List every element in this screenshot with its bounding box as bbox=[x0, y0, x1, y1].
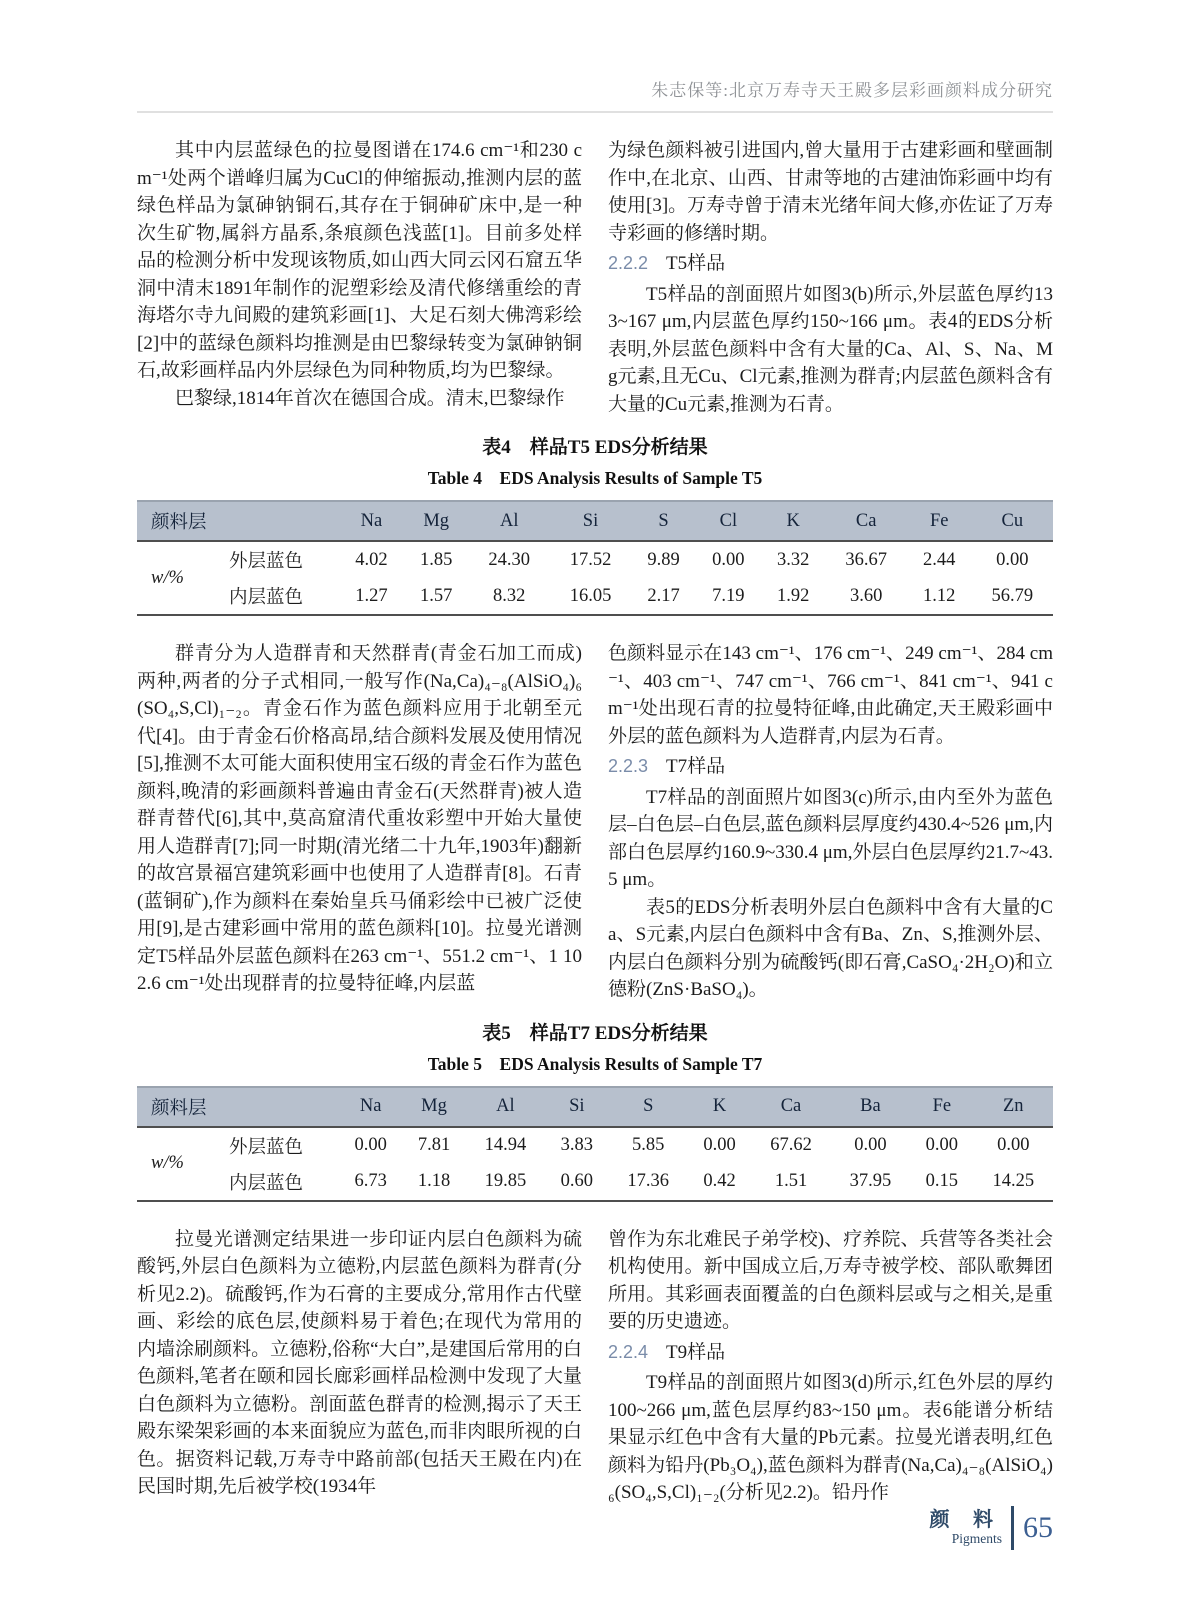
table-cell: 17.36 bbox=[627, 1171, 670, 1191]
table-cell: 1.92 bbox=[776, 585, 810, 606]
table-row bbox=[137, 541, 1053, 578]
column-header: Fe bbox=[910, 1087, 973, 1127]
table-row bbox=[137, 1164, 1053, 1201]
table-cell: 24.30 bbox=[488, 549, 531, 570]
table-cell: 3.32 bbox=[776, 549, 810, 570]
table-cell: 67.62 bbox=[770, 1135, 812, 1155]
layer-name: 内层蓝色 bbox=[229, 588, 304, 608]
section-1-right-column bbox=[608, 137, 1053, 418]
row-group-label: w/% bbox=[151, 1153, 184, 1173]
column-header: Si bbox=[545, 1087, 608, 1127]
table-cell: 4.02 bbox=[355, 549, 388, 570]
layer-name: 外层蓝色 bbox=[229, 552, 304, 572]
table-cell: 0.60 bbox=[560, 1171, 593, 1191]
table-cell: 0.42 bbox=[703, 1171, 736, 1191]
table-4-block bbox=[137, 432, 1053, 616]
section-3 bbox=[137, 1226, 1053, 1507]
journal-name bbox=[929, 1509, 1002, 1547]
column-header: 颜料层 bbox=[137, 501, 339, 541]
heading-2-2-2 bbox=[608, 250, 1053, 278]
column-header: 颜料层 bbox=[137, 1087, 339, 1127]
table-cell: 16.05 bbox=[569, 585, 612, 606]
table-row bbox=[137, 578, 1053, 615]
column-header: K bbox=[688, 1087, 751, 1127]
table-cell: 0.00 bbox=[712, 549, 745, 570]
paragraph: 其中内层蓝绿色的拉曼图谱在174.6 cm⁻¹和230 cm⁻¹处两个谱峰归属为CuCl的伸缩振动,推测内层的蓝绿色样品为氯砷钠铜石,其存在于铜砷矿床中,是一种次生矿物,属斜方晶系,条痕颜色浅蓝[1]。目前多处样品的检测分析中发现该物质,如山西大同云冈石窟五华洞中清末1891年制作的泥塑彩绘及清代修缮重绘的青海塔尔寺九间殿的建筑彩画[1]、大足石刻大佛湾彩绘[2]中的蓝绿色颜料均推测是由巴黎绿转变为氯砷钠铜石,故彩画样品内外层绿色为同种物质,均为巴黎绿。 bbox=[137, 140, 582, 381]
table-cell: 0.00 bbox=[997, 1135, 1030, 1155]
table-cell: 1.18 bbox=[417, 1171, 451, 1191]
table-4-caption-en: Table 4 EDS Analysis Results of Sample T5 bbox=[427, 468, 763, 488]
table-cell: 1.51 bbox=[774, 1171, 808, 1191]
layer-name: 内层蓝色 bbox=[229, 1173, 304, 1194]
table-5 bbox=[137, 1086, 1053, 1202]
table-cell: 3.83 bbox=[560, 1135, 593, 1155]
table-row bbox=[137, 1127, 1053, 1164]
table-cell: 2.44 bbox=[923, 549, 956, 570]
paragraph: 巴黎绿,1814年首次在德国合成。清末,巴黎绿作 bbox=[175, 387, 565, 409]
column-header: Zn bbox=[974, 1087, 1053, 1127]
paragraph: 色颜料显示在143 cm⁻¹、176 cm⁻¹、249 cm⁻¹、284 cm⁻¹、403 cm⁻¹、747 cm⁻¹、766 cm⁻¹、841 cm⁻¹、941 cm⁻¹处出现石青的拉曼特征峰,由此确定,天王殿彩画中外层的蓝色颜料为人造群青,内层为石青。 bbox=[608, 643, 1053, 747]
table-cell: 14.94 bbox=[484, 1135, 527, 1155]
paragraph: 表5的EDS分析表明外层白色颜料中含有大量的Ca、S元素,内层白色颜料中含有Ba、Zn、S,推测外层、内层白色颜料分别为硫酸钙(即石膏,CaSO₄·2H₂O)和立德粉(ZnS·BaSO₄)。 bbox=[608, 896, 1053, 1000]
table-cell: 0.15 bbox=[925, 1171, 959, 1191]
table-cell: 3.60 bbox=[850, 585, 883, 606]
column-header: Ba bbox=[831, 1087, 910, 1127]
table-cell: 0.00 bbox=[354, 1135, 387, 1155]
table-5-caption-en: Table 5 EDS Analysis Results of Sample T7 bbox=[427, 1053, 763, 1074]
table-cell: 56.79 bbox=[991, 585, 1034, 606]
section-title: T5样品 bbox=[666, 253, 726, 274]
table-cell: 1.12 bbox=[923, 585, 956, 606]
table-cell: 0.00 bbox=[854, 1135, 887, 1155]
table-cell: 1.85 bbox=[420, 549, 453, 570]
column-header: Ca bbox=[751, 1087, 830, 1127]
paragraph: T9样品的剖面照片如图3(d)所示,红色外层的厚约100~266 μm,蓝色层厚约83~150 μm。表6能谱分析结果显示红色中含有大量的Pb元素。拉曼光谱表明,红色颜料为铅丹(Pb₃O₄),蓝色颜料为群青(Na,Ca)₄₋₈(AlSiO₄)₆(SO₄,S,Cl)₁₋₂(分析见2.2)。铅丹作 bbox=[608, 1372, 1053, 1503]
table-5-caption-zh: 表5 样品T7 EDS分析结果 bbox=[482, 1022, 708, 1044]
table-cell: 0.00 bbox=[996, 549, 1029, 570]
row-group-label: w/% bbox=[151, 567, 184, 588]
table-cell: 5.85 bbox=[632, 1135, 665, 1155]
table-cell: 17.52 bbox=[569, 549, 612, 570]
paragraph: T7样品的剖面照片如图3(c)所示,由内至外为蓝色层–白色层–白色层,蓝色颜料层厚度约430.4~526 μm,内部白色层厚约160.9~330.4 μm,外层白色层厚约21.7~43.5 μm。 bbox=[608, 786, 1053, 890]
paragraph: T5样品的剖面照片如图3(b)所示,外层蓝色厚约133~167 μm,内层蓝色厚约150~166 μm。表4的EDS分析表明,外层蓝色颜料中含有大量的Ca、Al、S、Na、Mg元素,且无Cu、Cl元素,推测为群青;内层蓝色颜料含有大量的Cu元素,推测为石青。 bbox=[608, 283, 1053, 415]
column-header: Ca bbox=[826, 501, 907, 541]
section-title: T9样品 bbox=[666, 1341, 726, 1363]
column-header: Na bbox=[339, 1087, 402, 1127]
table-cell: 1.27 bbox=[355, 585, 388, 606]
table-cell: 36.67 bbox=[845, 549, 887, 570]
column-header: S bbox=[631, 501, 696, 541]
section-1 bbox=[137, 137, 1053, 418]
running-title: 朱志保等:北京万寿寺天王殿多层彩画颜料成分研究 bbox=[651, 81, 1053, 100]
table-cell: 7.19 bbox=[712, 585, 745, 606]
section-number: 2.2.4 bbox=[608, 1341, 649, 1362]
table-cell: 19.85 bbox=[484, 1171, 527, 1191]
journal-name-en: Pigments bbox=[951, 1531, 1002, 1546]
table-4-caption-zh: 表4 样品T5 EDS分析结果 bbox=[482, 437, 708, 458]
paragraph: 群青分为人造群青和天然群青(青金石加工而成)两种,两者的分子式相同,一般写作(Na,Ca)₄₋₈(AlSiO₄)₆(SO₄,S,Cl)₁₋₂。青金石作为蓝色颜料应用于北朝至元代[4]。由于青金石价格高昂,结合颜料发展及使用情况[5],推测不太可能大面积使用宝石级的青金石作为蓝色颜料,晚清的彩画颜料普遍由青金石(天然群青)被人造群青替代[6],其中,莫高窟清代重妆彩塑中开始大量使用人造群青[7];同一时期(清光绪二十九年,1903年)翻新的故宫景福宫建筑彩画中也使用了人造群青[8]。石青(蓝铜矿),作为颜料在秦始皇兵马俑彩绘中已被广泛使用[9],是古建彩画中常用的蓝色颜料[10]。拉曼光谱测定T5样品外层蓝色颜料在263 cm⁻¹、551.2 cm⁻¹、1 102.6 cm⁻¹处出现群青的拉曼特征峰,内层蓝 bbox=[137, 643, 582, 994]
table-cell: 8.32 bbox=[493, 585, 526, 606]
column-header: S bbox=[608, 1087, 687, 1127]
table-cell: 9.89 bbox=[647, 549, 680, 570]
column-header: Mg bbox=[402, 1087, 465, 1127]
journal-name-zh: 颜 料 bbox=[929, 1509, 1002, 1531]
column-header: Mg bbox=[404, 501, 469, 541]
table-cell: 1.57 bbox=[420, 585, 453, 606]
section-2 bbox=[137, 640, 1053, 1004]
page-footer bbox=[929, 1506, 1053, 1550]
section-1-left-column bbox=[137, 137, 582, 418]
section-title: T7样品 bbox=[666, 756, 726, 777]
table-5-block bbox=[137, 1018, 1053, 1202]
footer-divider-bar bbox=[1011, 1506, 1014, 1550]
header-rule bbox=[137, 111, 1053, 113]
table-cell: 6.73 bbox=[354, 1171, 387, 1191]
page-number: 65 bbox=[1023, 1511, 1053, 1544]
section-number: 2.2.2 bbox=[608, 253, 649, 273]
column-header: Cu bbox=[972, 501, 1053, 541]
column-header: K bbox=[761, 501, 826, 541]
section-number: 2.2.3 bbox=[608, 756, 649, 776]
table-cell: 7.81 bbox=[417, 1135, 451, 1155]
column-header: Al bbox=[469, 501, 550, 541]
section-2-left-column bbox=[137, 640, 582, 1004]
layer-name: 外层蓝色 bbox=[229, 1137, 304, 1158]
column-header: Al bbox=[466, 1087, 545, 1127]
paragraph: 曾作为东北难民子弟学校)、疗养院、兵营等各类社会机构使用。新中国成立后,万寿寺被学校、部队歌舞团所用。其彩画表面覆盖的白色颜料层或与之相关,是重要的历史遗迹。 bbox=[608, 1228, 1053, 1332]
section-2-right-column bbox=[608, 640, 1053, 1004]
paragraph: 为绿色颜料被引进国内,曾大量用于古建彩画和壁画制作中,在北京、山西、甘肃等地的古建油饰彩画中均有使用[3]。万寿寺曾于清末光绪年间大修,亦佐证了万寿寺彩画的修缮时期。 bbox=[608, 140, 1053, 244]
column-header: Si bbox=[550, 501, 631, 541]
table-4-header-row bbox=[137, 501, 1053, 541]
heading-2-2-3 bbox=[608, 753, 1053, 781]
section-3-right-column bbox=[608, 1226, 1053, 1507]
table-cell: 0.00 bbox=[703, 1135, 736, 1155]
column-header: Cl bbox=[696, 501, 761, 541]
table-cell: 37.95 bbox=[849, 1171, 892, 1191]
heading-2-2-4 bbox=[608, 1339, 1053, 1367]
table-cell: 0.00 bbox=[925, 1135, 959, 1155]
table-cell: 2.17 bbox=[647, 585, 680, 606]
column-header: Fe bbox=[907, 501, 972, 541]
table-5-header-row bbox=[137, 1087, 1053, 1127]
section-3-left-column bbox=[137, 1226, 582, 1507]
table-4 bbox=[137, 500, 1053, 616]
table-cell: 14.25 bbox=[992, 1171, 1035, 1191]
column-header: Na bbox=[339, 501, 404, 541]
paragraph: 拉曼光谱测定结果进一步印证内层白色颜料为硫酸钙,外层白色颜料为立德粉,内层蓝色颜料为群青(分析见2.2)。硫酸钙,作为石膏的主要成分,常用作古代壁画、彩绘的底色层,使颜料易于着色;在现代为常用的内墙涂刷颜料。立德粉,俗称“大白”,是建国后常用的白色颜料,笔者在颐和园长廊彩画样品检测中发现了大量白色颜料为立德粉。剖面蓝色群青的检测,揭示了天王殿东梁架彩画的本来面貌应为蓝色,而非肉眼所视的白色。据资料记载,万寿寺中路前部(包括天王殿在内)在民国时期,先后被学校(1934年 bbox=[137, 1228, 582, 1497]
